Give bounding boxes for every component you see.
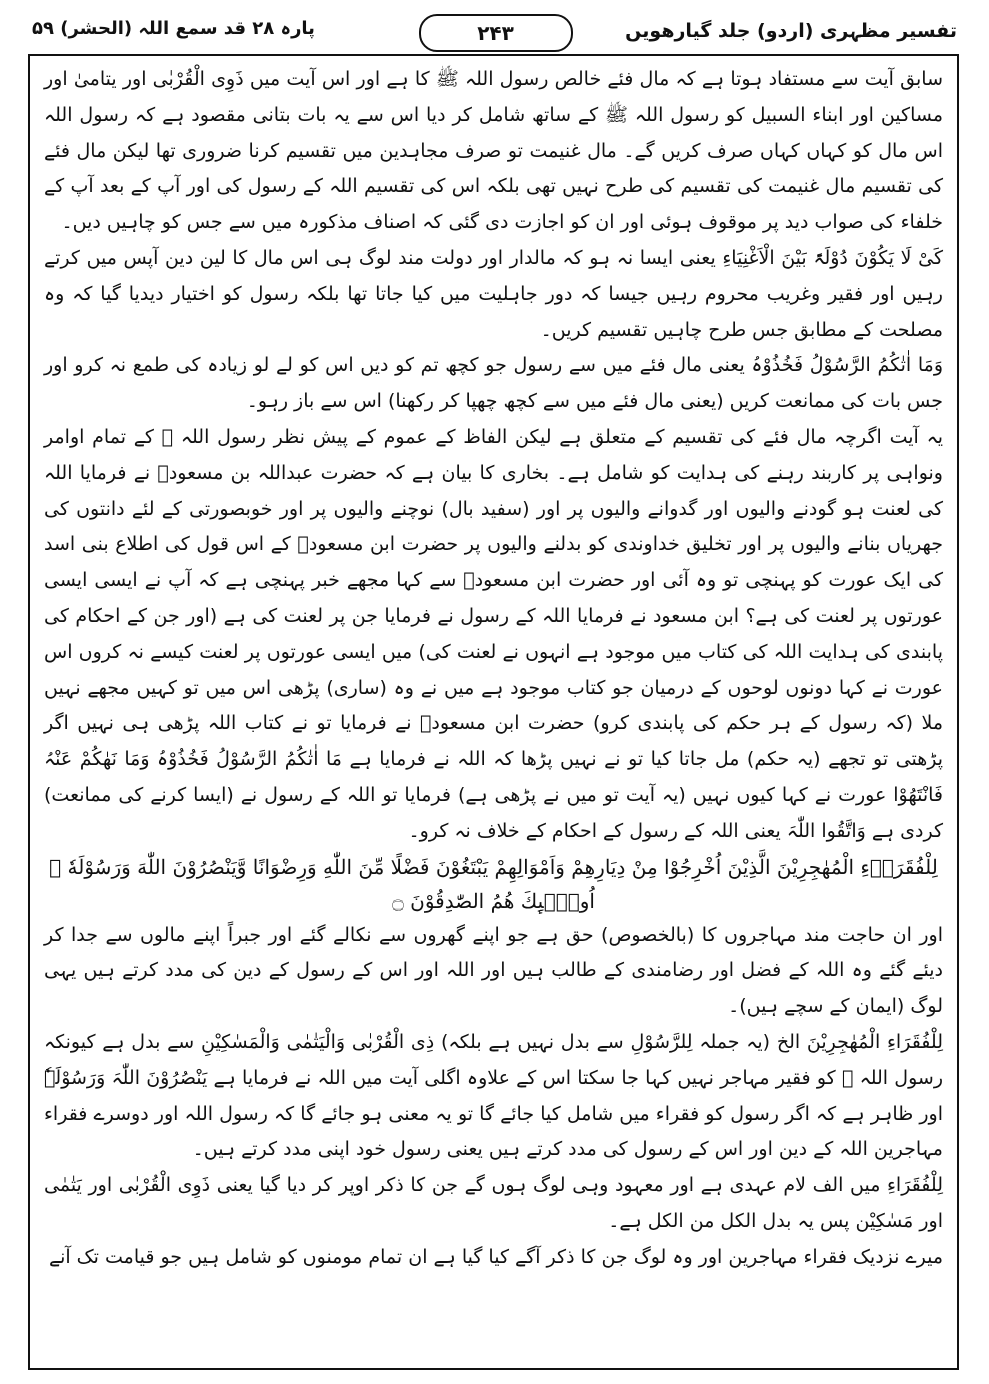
paragraph: سابق آیت سے مستفاد ہوتا ہے کہ مال فئے خالص رسول اللہ ﷺ کا ہے اور اس آیت میں ذَوِی الْقُرْبٰی اور یتامیٰ اور مساکین اور ابناء السبیل کو رسول اللہ ﷺ کے ساتھ شامل کر دیا اس سے یہ بات بتانی مقصود ہے کہ رسول اللہ اس مال کو کہاں کہاں صرف کریں گے۔ مال غنیمت تو صرف مجاہدین میں تقسیم کرنا ضروری تھا لیکن مال فئے کی تقسیم مال غنیمت کی تقسیم کی طرح نہیں تھی بلکہ اس کی تقسیم اللہ کے رسول کی اور آپ کے بعد آپ کے خلفاء کی صواب دید پر موقوف ہوئی اور ان کو اجازت دی گئی کہ اصناف مذکورہ میں سے جس کو چاہیں دیں۔ xyxy=(44,68,943,234)
page-number: ۲۴۳ xyxy=(419,14,573,52)
page-header xyxy=(28,6,963,54)
paragraph: میرے نزدیک فقراء مہاجرین اور وہ لوگ جن کا ذکر آگے کیا گیا ہے ان تمام مومنوں کو شامل ہیں جو قیامت تک آنے xyxy=(48,1245,943,1268)
paragraph: اور ان حاجت مند مہاجروں کا (بالخصوص) حق ہے جو اپنے گھروں سے نکالے گئے اور جبراً اپنے مالوں سے جدا کر دیئے گئے وہ اللہ کے فضل اور رضامندی کے طالب ہیں اور اللہ اور اس کے رسول کے دین کی مدد کرتے ہیں یہی لوگ (ایمان کے سچے ہیں)۔ xyxy=(44,923,943,1018)
paragraph: یہ آیت اگرچہ مال فئے کی تقسیم کے متعلق ہے لیکن الفاظ کے عموم کے پیش نظر رسول اللہ ﷺ کے تمام اوامر ونواہی پر کاربند رہنے کی ہدایت کو شامل ہے۔ بخاری کا بیان ہے کہ حضرت عبداللہ بن مسعودؓ نے فرمایا اللہ کی لعنت ہو گودنے والیوں اور گدوانے والیوں پر اور (سفید بال) نوچنے والیوں پر اور خوبصورتی کے لئے دانتوں کی جھریاں بنانے والیوں پر اور تخلیق خداوندی کو بدلنے والیوں پر حضرت ابن مسعودؓ کے اس قول کی اطلاع بنی اسد کی ایک عورت کو پہنچی تو وہ آئی اور حضرت ابن مسعودؓ سے کہا مجھے خبر پہنچی ہے کہ آپ نے ایسی ایسی عورتوں پر لعنت کی ہے؟ ابن مسعود نے فرمایا اللہ کے رسول نے فرمایا جن پر لعنت کی ہے (اور جن کے احکام کی پابندی کی ہدایت اللہ کی کتاب میں موجود ہے انہوں نے لعنت کی) میں ایسی عورتوں پر لعنت کیسے نہ کروں اس عورت نے کہا دونوں لوحوں کے درمیان جو کتاب موجود ہے میں نے وہ (ساری) پڑھی اس میں تو کہیں مجھے نہیں ملا (کہ رسول کے ہر حکم کی پابندی کرو) حضرت ابن مسعودؓ نے فرمایا تو نے کتاب اللہ پڑھی ہی نہیں اگر پڑھتی تو تجھے (یہ حکم) مل جاتا کیا تو نے نہیں پڑھا کہ اللہ نے فرمایا ہے مَا اٰتٰکُمُ الرَّسُوْلُ فَخُذُوْہُ وَمَا نَھٰکُمْ عَنْہُ فَانْتَھُوْا عورت نے کہا کیوں نہیں (یہ آیت تو میں نے پڑھی ہے) فرمایا تو اللہ کے رسول نے (ایسا کرنے کی ممانعت) کردی ہے وَاتَّقُوا اللّٰہَ یعنی اللہ کے رسول کے احکام کے خلاف نہ کرو۔ xyxy=(44,425,943,842)
book-title: تفسیر مظہری (اردو) جلد گیارھویں xyxy=(625,20,957,42)
page-body xyxy=(44,62,943,1362)
paragraph: لِلْفُقَرَاءِ میں الف لام عہدی ہے اور معہود وہی لوگ ہوں گے جن کا ذکر اوپر کر دیا گیا یعنی ذَوِی الْقُرْبٰی اور یَتٰمٰی اور مَسٰکِیْن پس یہ بدل الکل من الکل ہے۔ xyxy=(44,1174,943,1232)
quran-verse: لِلْفُقَرَاۗءِ الْمُهٰجِرِيْنَ الَّذِيْنَ اُخْرِجُوْا مِنْ دِيَارِهِمْ وَاَمْوَالِهِمْ يَبْتَغُوْنَ فَضْلًا مِّنَ اللّٰهِ وَرِضْوَانًا وَّيَنْصُرُوْنَ اللّٰهَ وَرَسُوْلَهٗ ۭ اُولٰۗىِٕكَ هُمُ الصّٰدِقُوْنَ ۝ xyxy=(49,854,938,913)
paragraph: وَمَا اٰتٰکُمُ الرَّسُوْلُ فَخُذُوْہُ یعنی مال فئے میں سے رسول جو کچھ تم کو دیں اس کو لے لو زیادہ کی طمع نہ کرو اور جس بات کی ممانعت کریں (یعنی مال فئے میں سے کچھ چھپا کر رکھنا) اس سے باز رہو۔ xyxy=(44,354,943,413)
page-frame xyxy=(28,54,959,1370)
paragraph: لِلْفُقَرَاءِ الْمُھٰجِرِیْنَ الخ (یہ جملہ لِلرَّسُوْلِ سے بدل نہیں ہے بلکہ) ذِی الْقُرْبٰی وَالْیَتٰمٰی وَالْمَسٰکِیْنِ سے بدل ہے کیونکہ رسول اللہ ﷺ کو فقیر مہاجر نہیں کہا جا سکتا اس کے علاوہ اگلی آیت میں اللہ نے فرمایا ہے یَنْصُرُوْنَ اللّٰہَ وَرَسُوْلَہٗ اور ظاہر ہے کہ اگر رسول کو فقراء میں شامل کیا جائے گا تو یہ معنی ہو جائے گا کہ رسول اللہ اور دوسرے فقراء مہاجرین اللہ کے دین اور اس کے رسول کی مدد کرتے ہیں یعنی رسول خود اپنی مدد کرتے ہیں۔ xyxy=(44,1030,943,1161)
chapter-title: پارہ ۲۸ قد سمع اللہ (الحشر) ۵۹ xyxy=(32,18,315,39)
paragraph: کَیْ لَا یَکُوْنَ دُوْلَۃً بَیْنَ الْاَغْنِیَاءِ یعنی ایسا نہ ہو کہ مالدار اور دولت مند لوگ ہی اس مال کا لین دین آپس میں کرتے رہیں اور فقیر وغریب محروم رہیں جیسا کہ دور جاہلیت میں کیا جاتا تھا بلکہ رسول کو اختیار دیدیا گیا کہ وہ مصلحت کے مطابق جس طرح چاہیں تقسیم کریں۔ xyxy=(44,246,943,341)
